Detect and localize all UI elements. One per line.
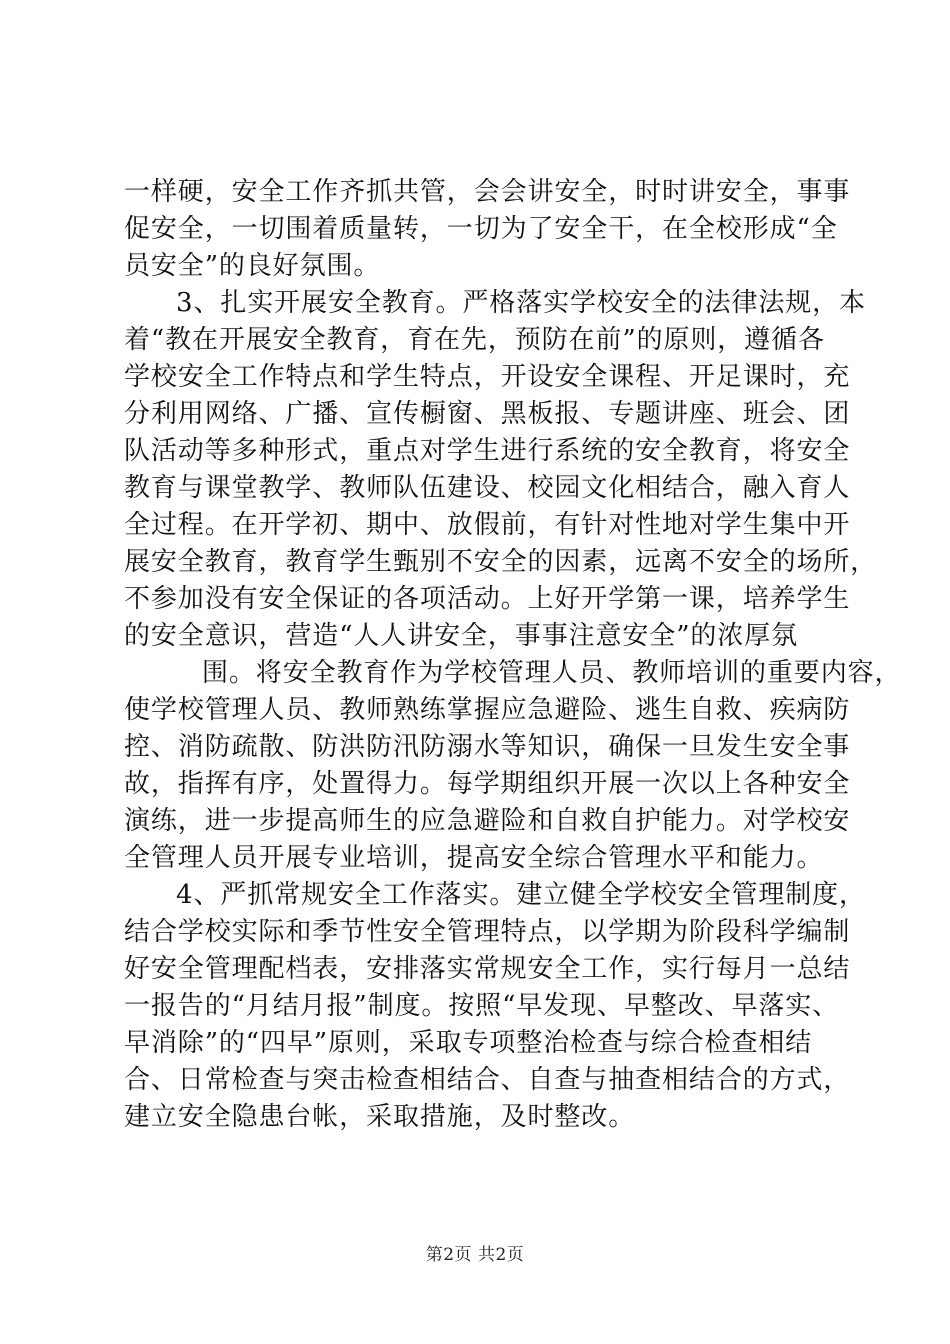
text-line: 故，指挥有序，处置得力。每学期组织开展一次以上各种安全 (124, 769, 851, 799)
text-line: 教育与课堂教学、教师队伍建设、校园文化相结合，融入育人 (124, 473, 851, 503)
text-line: 员安全”的良好氛围。 (124, 251, 381, 281)
text-line: 的安全意识，营造“人人讲安全，事事注意安全”的浓厚氛 (124, 621, 798, 651)
text-line: 学校安全工作特点和学生特点，开设安全课程、开足课时，充 (124, 362, 851, 392)
document-body (124, 174, 902, 1136)
text-line: 早消除”的“四早”原则，采取专项整治检查与综合检查相结 (124, 1028, 813, 1058)
text-line: 建立安全隐患台帐，采取措施，及时整改。 (124, 1102, 636, 1132)
text-line: 好安全管理配档表，安排落实常规安全工作，实行每月一总结 (124, 954, 851, 984)
text-line: 使学校管理人员、教师熟练掌握应急避险、逃生自救、疾病防 (124, 695, 851, 725)
page-footer (0, 1240, 950, 1265)
text-line: 全管理人员开展专业培训，提高安全综合管理水平和能力。 (124, 843, 824, 873)
text-line: 促安全，一切围着质量转，一切为了安全干，在全校形成“全 (124, 214, 838, 244)
text-line: 分利用网络、广播、宣传橱窗、黑板报、专题讲座、班会、团 (124, 399, 851, 429)
text-line: 着“教在开展安全教育，育在先，预防在前”的原则，遵循各 (124, 325, 825, 355)
page-indicator: 第2页 共2页 (425, 1245, 525, 1265)
text-line: 结合学校实际和季节性安全管理特点，以学期为阶段科学编制 (124, 917, 851, 947)
text-line: 展安全教育，教育学生甄别不安全的因素，远离不安全的场所， (124, 547, 878, 577)
text-line: 不参加没有安全保证的各项活动。上好开学第一课，培养学生 (124, 584, 851, 614)
text-line: 控、消防疏散、防洪防汛防溺水等知识，确保一旦发生安全事 (124, 732, 851, 762)
text-line: 演练，进一步提高师生的应急避险和自救自护能力。对学校安 (124, 806, 851, 836)
text-line: 围。将安全教育作为学校管理人员、教师培训的重要内容， (202, 658, 902, 688)
text-line: 一报告的“月结月报”制度。按照“早发现、早整改、早落实、 (124, 991, 840, 1021)
text-line: 全过程。在开学初、期中、放假前，有针对性地对学生集中开 (124, 510, 851, 540)
text-line: 队活动等多种形式，重点对学生进行系统的安全教育，将安全 (124, 436, 851, 466)
text-line: 4、严抓常规安全工作落实。建立健全学校安全管理制度， (176, 880, 866, 910)
text-line: 合、日常检查与突击检查相结合、自查与抽查相结合的方式， (124, 1065, 851, 1095)
text-line: 一样硬，安全工作齐抓共管，会会讲安全，时时讲安全，事事 (124, 177, 851, 207)
text-line: 3、扎实开展安全教育。严格落实学校安全的法律法规，本 (176, 288, 866, 318)
